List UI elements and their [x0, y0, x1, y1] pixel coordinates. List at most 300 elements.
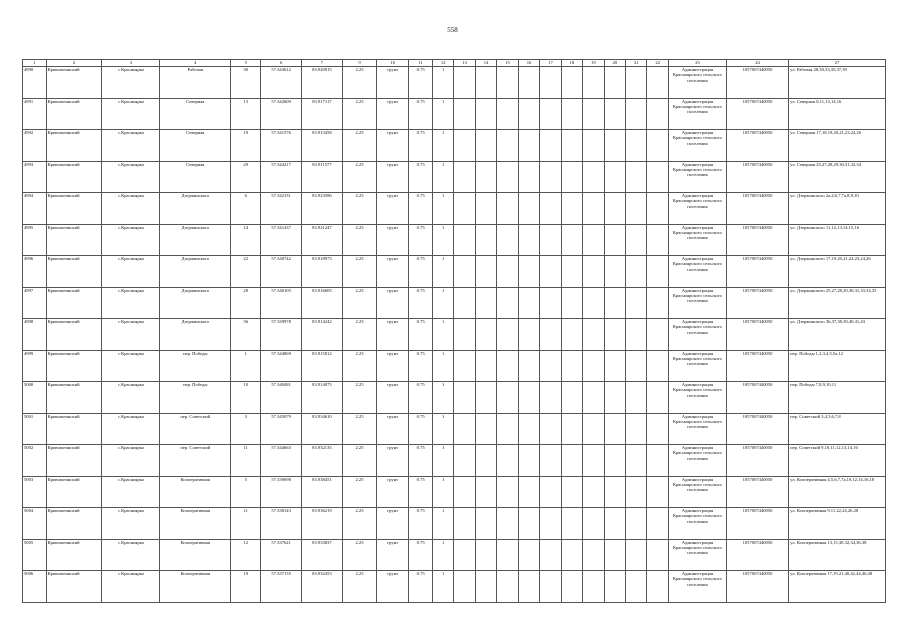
cell-empty: [518, 350, 539, 382]
cell-empty: [497, 571, 518, 603]
cell-addr: ул. Северная 8,11,13,14,16: [789, 98, 886, 130]
cell-empty: [626, 476, 647, 508]
cell-cnt: 1: [432, 224, 453, 256]
cell-area: 2.25: [342, 413, 376, 445]
cell-cnt: 1: [432, 539, 453, 571]
column-header: 22: [647, 60, 668, 67]
cell-surface: грунт: [377, 67, 409, 99]
cell-empty: [583, 571, 604, 603]
cell-lat: 57.345079: [261, 413, 302, 445]
cell-empty: [518, 382, 539, 414]
cell-cnt: 1: [432, 382, 453, 414]
cell-empty: [497, 67, 518, 99]
cell-cnt: 1: [432, 98, 453, 130]
cell-n: 4999: [23, 350, 47, 382]
cell-empty: [626, 193, 647, 225]
cell-area: 2.25: [342, 98, 376, 130]
cell-empty: [475, 476, 496, 508]
column-header: 17: [540, 60, 561, 67]
cell-empty: [583, 476, 604, 508]
cell-house: 10: [231, 382, 261, 414]
cell-surface: грунт: [377, 256, 409, 288]
cell-house: 12: [231, 539, 261, 571]
cell-lon: 83.921247: [302, 224, 343, 256]
cell-vol: 0.75: [409, 224, 433, 256]
cell-surface: грунт: [377, 350, 409, 382]
cell-lon: 83.932453: [302, 571, 343, 603]
cell-empty: [454, 193, 475, 225]
cell-empty: [454, 224, 475, 256]
cell-street: Дзержинского: [160, 319, 231, 351]
cell-street: Дзержинского: [160, 224, 231, 256]
cell-house: 6: [231, 193, 261, 225]
cell-surface: грунт: [377, 130, 409, 162]
cell-empty: [497, 256, 518, 288]
cell-empty: [497, 130, 518, 162]
cell-street: пер. Советский: [160, 445, 231, 477]
cell-district: Кривошеинский: [46, 476, 102, 508]
cell-org: Администрация Красноярского сельского поселения: [668, 256, 726, 288]
cell-lon: 83.918973: [302, 256, 343, 288]
cell-ogrn: 1057007440050: [726, 161, 788, 193]
cell-ogrn: 1057007440050: [726, 67, 788, 99]
column-header: 11: [409, 60, 433, 67]
cell-empty: [626, 256, 647, 288]
cell-empty: [647, 161, 668, 193]
cell-empty: [561, 67, 582, 99]
cell-district: Кривошеинский: [46, 67, 102, 99]
cell-org: Администрация Красноярского сельского поселения: [668, 476, 726, 508]
cell-lat: 57.339698: [261, 476, 302, 508]
cell-street: пер. Советский: [160, 413, 231, 445]
cell-district: Кривошеинский: [46, 287, 102, 319]
cell-lon: 83.914075: [302, 382, 343, 414]
table-row: [23, 161, 886, 193]
cell-empty: [454, 256, 475, 288]
cell-house: 30: [231, 67, 261, 99]
cell-area: 2.25: [342, 350, 376, 382]
column-header: 12: [432, 60, 453, 67]
cell-org: Администрация Красноярского сельского поселения: [668, 539, 726, 571]
cell-addr: ул. Дзержинского 17,19,20,21,22,23,24,26: [789, 256, 886, 288]
cell-n: 4996: [23, 256, 47, 288]
cell-n: 5002: [23, 445, 47, 477]
column-header: 16: [518, 60, 539, 67]
cell-empty: [475, 539, 496, 571]
cell-empty: [518, 98, 539, 130]
cell-district: Кривошеинский: [46, 256, 102, 288]
cell-vol: 0.75: [409, 67, 433, 99]
column-header: 14: [475, 60, 496, 67]
cell-empty: [561, 319, 582, 351]
cell-district: Кривошеинский: [46, 161, 102, 193]
cell-n: 5000: [23, 382, 47, 414]
cell-empty: [626, 539, 647, 571]
column-header: 13: [454, 60, 475, 67]
cell-org: Администрация Красноярского сельского поселения: [668, 508, 726, 540]
column-header: 7: [302, 60, 343, 67]
cell-lat: 57.343612: [261, 67, 302, 99]
cell-empty: [540, 287, 561, 319]
cell-empty: [475, 224, 496, 256]
cell-surface: грунт: [377, 382, 409, 414]
cell-district: Кривошеинский: [46, 319, 102, 351]
cell-lat: 57.342609: [261, 98, 302, 130]
registry-table: [22, 59, 886, 603]
cell-n: 4995: [23, 224, 47, 256]
cell-empty: [583, 382, 604, 414]
cell-vol: 0.75: [409, 571, 433, 603]
cell-surface: грунт: [377, 413, 409, 445]
cell-n: 4997: [23, 287, 47, 319]
cell-empty: [583, 98, 604, 130]
cell-lon: 83.933837: [302, 539, 343, 571]
cell-empty: [604, 571, 625, 603]
cell-empty: [518, 319, 539, 351]
cell-empty: [561, 287, 582, 319]
cell-org: Администрация Красноярского сельского поселения: [668, 287, 726, 319]
cell-cnt: 1: [432, 319, 453, 351]
cell-org: Администрация Красноярского сельского поселения: [668, 161, 726, 193]
cell-area: 2.25: [342, 130, 376, 162]
cell-empty: [518, 67, 539, 99]
cell-empty: [540, 193, 561, 225]
cell-house: 36: [231, 319, 261, 351]
cell-lat: 57.342131: [261, 193, 302, 225]
cell-empty: [626, 508, 647, 540]
cell-empty: [583, 508, 604, 540]
cell-empty: [540, 445, 561, 477]
column-header: 27: [789, 60, 886, 67]
cell-settlement: с.Красноярка: [102, 161, 160, 193]
cell-empty: [454, 161, 475, 193]
cell-empty: [604, 67, 625, 99]
cell-empty: [626, 130, 647, 162]
cell-empty: [454, 571, 475, 603]
cell-empty: [540, 350, 561, 382]
cell-empty: [604, 476, 625, 508]
cell-district: Кривошеинский: [46, 445, 102, 477]
cell-cnt: 1: [432, 445, 453, 477]
cell-empty: [647, 413, 668, 445]
table-row: [23, 319, 886, 351]
column-header: 20: [604, 60, 625, 67]
cell-empty: [604, 130, 625, 162]
cell-empty: [604, 350, 625, 382]
cell-empty: [604, 413, 625, 445]
cell-empty: [647, 224, 668, 256]
cell-empty: [626, 350, 647, 382]
cell-empty: [583, 539, 604, 571]
cell-street: Северная: [160, 98, 231, 130]
cell-vol: 0.75: [409, 287, 433, 319]
cell-empty: [518, 256, 539, 288]
cell-ogrn: 1057007440050: [726, 571, 788, 603]
cell-area: 2.25: [342, 539, 376, 571]
cell-empty: [647, 382, 668, 414]
cell-addr: ул. Кооперативная 17,19,21,40,42,44,46,48: [789, 571, 886, 603]
cell-cnt: 1: [432, 256, 453, 288]
table-row: [23, 571, 886, 603]
cell-cnt: 1: [432, 130, 453, 162]
cell-org: Администрация Красноярского сельского поселения: [668, 130, 726, 162]
cell-empty: [475, 67, 496, 99]
cell-empty: [518, 476, 539, 508]
cell-surface: грунт: [377, 161, 409, 193]
cell-empty: [561, 382, 582, 414]
cell-empty: [647, 193, 668, 225]
table-row: [23, 539, 886, 571]
cell-org: Администрация Красноярского сельского поселения: [668, 98, 726, 130]
cell-area: 2.25: [342, 193, 376, 225]
cell-empty: [583, 256, 604, 288]
cell-empty: [454, 476, 475, 508]
table-row: [23, 413, 886, 445]
cell-surface: грунт: [377, 476, 409, 508]
cell-lon: 83.911577: [302, 161, 343, 193]
cell-empty: [604, 539, 625, 571]
cell-vol: 0.75: [409, 350, 433, 382]
cell-settlement: с.Красноярка: [102, 193, 160, 225]
cell-addr: ул. Кооперативная 9,11,22,24,26,28: [789, 508, 886, 540]
cell-empty: [626, 287, 647, 319]
cell-empty: [647, 350, 668, 382]
cell-surface: грунт: [377, 193, 409, 225]
cell-area: 2.25: [342, 161, 376, 193]
cell-cnt: 1: [432, 350, 453, 382]
table-row: [23, 445, 886, 477]
cell-empty: [626, 382, 647, 414]
cell-empty: [454, 445, 475, 477]
cell-empty: [604, 224, 625, 256]
cell-addr: ул. Дзержинского 36,37,38,39,40,41,43: [789, 319, 886, 351]
cell-empty: [497, 350, 518, 382]
cell-n: 4990: [23, 67, 47, 99]
cell-empty: [475, 256, 496, 288]
cell-vol: 0.75: [409, 445, 433, 477]
column-header: 9: [342, 60, 376, 67]
cell-empty: [626, 445, 647, 477]
cell-house: 11: [231, 508, 261, 540]
cell-surface: грунт: [377, 445, 409, 477]
cell-empty: [497, 98, 518, 130]
cell-street: пер. Победы: [160, 350, 231, 382]
cell-empty: [647, 445, 668, 477]
cell-ogrn: 1057007440050: [726, 382, 788, 414]
cell-street: Дзержинского: [160, 193, 231, 225]
cell-empty: [540, 382, 561, 414]
cell-surface: грунт: [377, 508, 409, 540]
cell-lat: 57.339978: [261, 319, 302, 351]
column-header: 2: [46, 60, 102, 67]
cell-addr: пер. Советский 9,10,11,12,13,14,16: [789, 445, 886, 477]
cell-ogrn: 1057007440050: [726, 287, 788, 319]
cell-empty: [497, 161, 518, 193]
cell-empty: [540, 130, 561, 162]
cell-lon: 83.916605: [302, 287, 343, 319]
cell-addr: ул. Кооперативная 4,5,6,7,7а,10,12,14,16,18: [789, 476, 886, 508]
cell-empty: [518, 193, 539, 225]
cell-street: Дзержинского: [160, 287, 231, 319]
table-row: [23, 508, 886, 540]
cell-empty: [604, 445, 625, 477]
cell-street: Дзержинского: [160, 256, 231, 288]
cell-n: 5004: [23, 508, 47, 540]
cell-district: Кривошеинский: [46, 98, 102, 130]
cell-empty: [475, 319, 496, 351]
cell-empty: [518, 445, 539, 477]
cell-empty: [647, 539, 668, 571]
cell-empty: [583, 319, 604, 351]
cell-surface: грунт: [377, 571, 409, 603]
cell-org: Администрация Красноярского сельского поселения: [668, 445, 726, 477]
cell-street: Кооперативная: [160, 508, 231, 540]
cell-house: 29: [231, 161, 261, 193]
cell-lat: 57.340742: [261, 256, 302, 288]
cell-empty: [475, 413, 496, 445]
cell-empty: [475, 508, 496, 540]
cell-empty: [518, 571, 539, 603]
cell-lon: 83.913458: [302, 130, 343, 162]
cell-empty: [497, 539, 518, 571]
cell-empty: [475, 130, 496, 162]
cell-empty: [497, 193, 518, 225]
table-row: [23, 287, 886, 319]
cell-empty: [475, 161, 496, 193]
cell-empty: [518, 413, 539, 445]
cell-empty: [475, 287, 496, 319]
cell-empty: [583, 413, 604, 445]
cell-settlement: с.Красноярка: [102, 350, 160, 382]
cell-street: Северная: [160, 130, 231, 162]
cell-ogrn: 1057007440050: [726, 319, 788, 351]
cell-cnt: 1: [432, 476, 453, 508]
cell-empty: [561, 476, 582, 508]
cell-settlement: с.Красноярка: [102, 287, 160, 319]
cell-empty: [540, 161, 561, 193]
cell-empty: [497, 382, 518, 414]
cell-empty: [540, 319, 561, 351]
cell-surface: грунт: [377, 98, 409, 130]
cell-empty: [518, 130, 539, 162]
cell-org: Администрация Красноярского сельского поселения: [668, 350, 726, 382]
cell-settlement: с.Красноярка: [102, 130, 160, 162]
cell-settlement: с.Красноярка: [102, 98, 160, 130]
cell-vol: 0.75: [409, 319, 433, 351]
cell-empty: [626, 67, 647, 99]
column-header: 4: [160, 60, 231, 67]
cell-house: 19: [231, 130, 261, 162]
cell-area: 2.25: [342, 319, 376, 351]
cell-empty: [561, 98, 582, 130]
cell-cnt: 1: [432, 413, 453, 445]
cell-street: Кооперативная: [160, 476, 231, 508]
cell-settlement: с.Красноярка: [102, 256, 160, 288]
cell-empty: [647, 287, 668, 319]
cell-lat: 57.344869: [261, 350, 302, 382]
cell-settlement: с.Красноярка: [102, 508, 160, 540]
cell-ogrn: 1057007440050: [726, 476, 788, 508]
cell-ogrn: 1057007440050: [726, 130, 788, 162]
cell-area: 2.25: [342, 571, 376, 603]
page-number: 558: [447, 26, 458, 34]
cell-empty: [475, 98, 496, 130]
cell-empty: [647, 319, 668, 351]
cell-addr: пер. Победы 1,2,3,4,5,5а,12: [789, 350, 886, 382]
cell-lon: 83.915812: [302, 350, 343, 382]
cell-cnt: 1: [432, 67, 453, 99]
cell-empty: [518, 224, 539, 256]
column-header: 21: [626, 60, 647, 67]
table-row: [23, 476, 886, 508]
cell-empty: [540, 539, 561, 571]
cell-empty: [561, 571, 582, 603]
cell-empty: [540, 413, 561, 445]
cell-empty: [604, 319, 625, 351]
cell-empty: [647, 67, 668, 99]
cell-street: Кооперативная: [160, 571, 231, 603]
cell-addr: ул. Рабочая 28,30,33,35,37,39: [789, 67, 886, 99]
cell-empty: [626, 413, 647, 445]
cell-empty: [454, 350, 475, 382]
cell-lat: 57.338143: [261, 508, 302, 540]
cell-cnt: 1: [432, 287, 453, 319]
cell-empty: [497, 287, 518, 319]
cell-n: 5003: [23, 476, 47, 508]
cell-org: Администрация Красноярского сельского поселения: [668, 193, 726, 225]
cell-vol: 0.75: [409, 382, 433, 414]
cell-ogrn: 1057007440050: [726, 98, 788, 130]
cell-house: 1: [231, 350, 261, 382]
column-header: 18: [561, 60, 582, 67]
cell-empty: [604, 193, 625, 225]
cell-settlement: с.Красноярка: [102, 224, 160, 256]
cell-empty: [497, 319, 518, 351]
cell-empty: [475, 382, 496, 414]
cell-settlement: с.Красноярка: [102, 476, 160, 508]
cell-settlement: с.Красноярка: [102, 539, 160, 571]
cell-empty: [604, 98, 625, 130]
table-body: [23, 67, 886, 603]
cell-empty: [518, 508, 539, 540]
table-row: [23, 256, 886, 288]
cell-empty: [604, 287, 625, 319]
cell-empty: [561, 508, 582, 540]
cell-cnt: 1: [432, 508, 453, 540]
cell-settlement: с.Красноярка: [102, 571, 160, 603]
cell-empty: [454, 508, 475, 540]
cell-lat: 57.344663: [261, 445, 302, 477]
cell-lat: 57.341576: [261, 130, 302, 162]
cell-surface: грунт: [377, 287, 409, 319]
cell-empty: [497, 476, 518, 508]
cell-empty: [540, 98, 561, 130]
cell-area: 2.25: [342, 67, 376, 99]
cell-empty: [604, 382, 625, 414]
cell-n: 5001: [23, 413, 47, 445]
cell-empty: [454, 98, 475, 130]
cell-cnt: 1: [432, 193, 453, 225]
cell-vol: 0.75: [409, 539, 433, 571]
cell-cnt: 1: [432, 161, 453, 193]
cell-empty: [454, 287, 475, 319]
cell-empty: [454, 382, 475, 414]
cell-settlement: с.Красноярка: [102, 319, 160, 351]
cell-empty: [626, 319, 647, 351]
cell-street: пер. Победы: [160, 382, 231, 414]
cell-lat: 57.344217: [261, 161, 302, 193]
cell-vol: 0.75: [409, 256, 433, 288]
